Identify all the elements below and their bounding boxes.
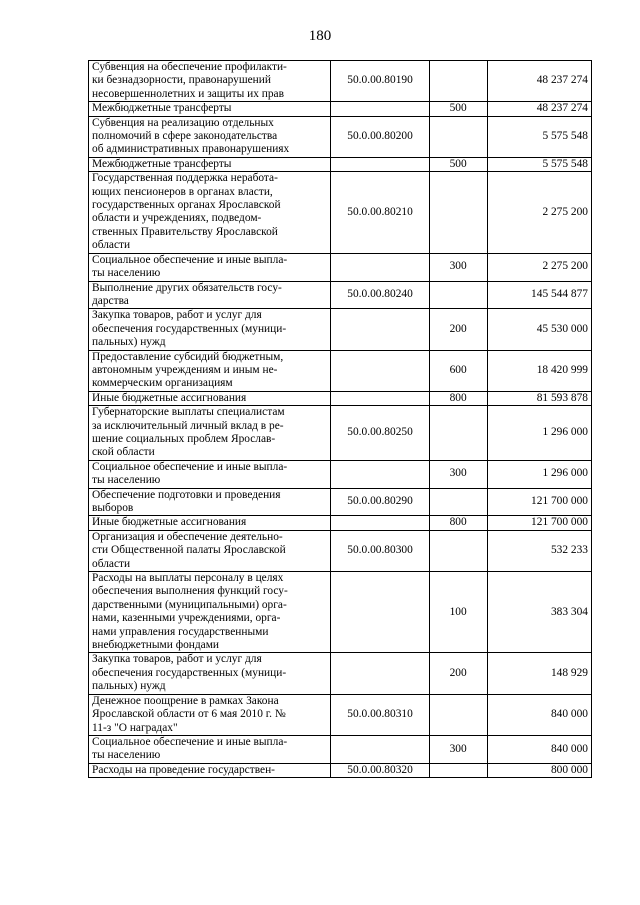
expense-name-line: Обеспечение подготовки и проведения [92, 488, 281, 501]
expense-type-cell: 300 [429, 460, 487, 488]
expense-name-line: ты населению [92, 749, 161, 762]
amount-cell: 2 275 200 [487, 253, 591, 281]
amount-cell: 18 420 999 [487, 350, 591, 391]
expense-name-line: области [92, 557, 131, 570]
expense-name-cell [89, 102, 331, 116]
expense-name-cell [89, 172, 331, 253]
expense-name-cell [89, 516, 331, 530]
expense-name-line: Субвенция на реализацию отдельных [92, 116, 274, 129]
table-row [89, 309, 592, 350]
amount-cell: 48 237 274 [487, 61, 591, 102]
expense-type-cell [429, 172, 487, 253]
expense-type-cell: 300 [429, 253, 487, 281]
expense-name-line: Закупка товаров, работ и услуг для [92, 309, 262, 322]
expense-type-cell: 200 [429, 309, 487, 350]
expense-name-line: обеспечения государственных (муници- [92, 666, 287, 679]
expense-name-line: Расходы на проведение государствен- [92, 763, 275, 776]
table-row [89, 116, 592, 157]
table-row [89, 157, 592, 171]
amount-cell: 5 575 548 [487, 157, 591, 171]
expense-name-cell [89, 281, 331, 309]
table-row [89, 763, 592, 777]
expense-type-cell: 800 [429, 516, 487, 530]
expense-name-line: области [92, 239, 131, 252]
expense-name-line: Иные бюджетные ассигнования [92, 516, 247, 529]
target-code-cell: 50.0.00.80310 [331, 694, 429, 735]
expense-name-cell [89, 157, 331, 171]
expense-name-line: нами управления государственными [92, 625, 269, 638]
target-code-cell [331, 460, 429, 488]
table-row [89, 460, 592, 488]
expense-name-line: Социальное обеспечение и иные выпла- [92, 460, 288, 473]
target-code-cell [331, 309, 429, 350]
page-number: 180 [308, 28, 332, 44]
expense-name-line: дарства [92, 294, 129, 307]
expense-name-line: ты населению [92, 267, 161, 280]
table-row [89, 406, 592, 461]
expense-type-cell: 800 [429, 391, 487, 405]
expense-name-line: автономным учреждениям и иным не- [92, 363, 278, 376]
expense-name-line: Расходы на выплаты персоналу в целях [92, 572, 284, 585]
expense-name-line: Организация и обеспечение деятельно- [92, 530, 283, 543]
amount-cell: 1 296 000 [487, 460, 591, 488]
expense-name-cell [89, 530, 331, 571]
target-code-cell [331, 253, 429, 281]
expense-name-line: Денежное поощрение в рамках Закона [92, 694, 279, 707]
target-code-cell [331, 516, 429, 530]
target-code-cell: 50.0.00.80240 [331, 281, 429, 309]
expense-name-cell [89, 653, 331, 694]
expense-name-line: пальных) нужд [92, 680, 166, 693]
expense-name-line: несовершеннолетних и защиты их прав [92, 87, 284, 100]
expense-type-cell [429, 530, 487, 571]
expense-name-line: обеспечения выполнения функций госу- [92, 585, 288, 598]
expense-name-line: внебюджетными фондами [92, 639, 220, 652]
table-row [89, 530, 592, 571]
amount-cell: 145 544 877 [487, 281, 591, 309]
expense-name-line: пальных) нужд [92, 336, 166, 349]
expense-name-line: Межбюджетные трансферты [92, 102, 232, 115]
expense-type-cell: 200 [429, 653, 487, 694]
target-code-cell: 50.0.00.80200 [331, 116, 429, 157]
expense-name-line: нами, казенными учреждениями, орга- [92, 612, 281, 625]
expense-name-line: сти Общественной палаты Ярославской [92, 544, 286, 557]
expense-name-line: Закупка товаров, работ и услуг для [92, 653, 262, 666]
expense-name-cell [89, 116, 331, 157]
amount-cell: 48 237 274 [487, 102, 591, 116]
target-code-cell: 50.0.00.80320 [331, 763, 429, 777]
expense-name-cell [89, 572, 331, 653]
expense-name-cell [89, 763, 331, 777]
expense-name-line: за исключительный личный вклад в ре- [92, 419, 284, 432]
amount-cell: 383 304 [487, 572, 591, 653]
expense-name-line: Социальное обеспечение и иные выпла- [92, 253, 288, 266]
amount-cell: 800 000 [487, 763, 591, 777]
expense-name-line: ской области [92, 446, 155, 459]
expense-name-cell [89, 350, 331, 391]
table-row [89, 281, 592, 309]
target-code-cell [331, 102, 429, 116]
expense-name-cell [89, 61, 331, 102]
expense-name-line: Субвенция на обеспечение профилакти- [92, 61, 287, 73]
expense-name-line: ты населению [92, 474, 161, 487]
table-row [89, 391, 592, 405]
table-row [89, 516, 592, 530]
target-code-cell: 50.0.00.80190 [331, 61, 429, 102]
expense-name-line: выборов [92, 502, 134, 514]
expense-type-cell [429, 763, 487, 777]
expense-name-line: Предоставление субсидий бюджетным, [92, 350, 284, 363]
expense-name-line: ющих пенсионеров в органах власти, [92, 185, 273, 198]
expense-name-line: Межбюджетные трансферты [92, 157, 232, 170]
expense-name-line: Ярославской области от 6 мая 2010 г. № [92, 708, 286, 721]
amount-cell: 45 530 000 [487, 309, 591, 350]
table-row [89, 488, 592, 516]
amount-cell: 121 700 000 [487, 516, 591, 530]
expense-name-cell [89, 406, 331, 461]
amount-cell: 81 593 878 [487, 391, 591, 405]
expense-name-line: Государственная поддержка неработа- [92, 172, 278, 185]
table-row [89, 653, 592, 694]
table-row [89, 572, 592, 653]
expense-name-cell [89, 735, 331, 763]
table-row [89, 61, 592, 102]
expense-name-line: Выполнение других обязательств госу- [92, 281, 282, 294]
expense-name-line: 11-з "О наградах" [92, 721, 178, 734]
expense-type-cell [429, 61, 487, 102]
expense-name-cell [89, 309, 331, 350]
expense-name-cell [89, 694, 331, 735]
expense-type-cell: 100 [429, 572, 487, 653]
expense-type-cell: 500 [429, 157, 487, 171]
expense-name-line: обеспечения государственных (муници- [92, 322, 287, 335]
expense-name-cell [89, 460, 331, 488]
expense-name-line: об административных правонарушениях [92, 143, 290, 156]
target-code-cell [331, 653, 429, 694]
table-row [89, 735, 592, 763]
amount-cell: 1 296 000 [487, 406, 591, 461]
expense-name-line: полномочий в сфере законодательства [92, 130, 278, 143]
expense-type-cell: 300 [429, 735, 487, 763]
amount-cell: 5 575 548 [487, 116, 591, 157]
expense-name-line: дарственными (муниципальными) орга- [92, 598, 287, 611]
expense-type-cell [429, 116, 487, 157]
target-code-cell: 50.0.00.80300 [331, 530, 429, 571]
expense-type-cell [429, 694, 487, 735]
amount-cell: 840 000 [487, 735, 591, 763]
budget-table-body [89, 61, 592, 778]
expense-type-cell [429, 488, 487, 516]
table-row [89, 172, 592, 253]
target-code-cell: 50.0.00.80250 [331, 406, 429, 461]
expense-name-line: ки безнадзорности, правонарушений [92, 74, 271, 87]
amount-cell: 148 929 [487, 653, 591, 694]
expense-type-cell: 500 [429, 102, 487, 116]
table-row [89, 694, 592, 735]
amount-cell: 840 000 [487, 694, 591, 735]
expense-name-line: области и учреждениях, подведом- [92, 212, 262, 225]
expense-name-line: ственных Правительству Ярославской [92, 225, 278, 238]
expense-name-cell [89, 253, 331, 281]
expense-name-line: Социальное обеспечение и иные выпла- [92, 735, 288, 748]
amount-cell: 532 233 [487, 530, 591, 571]
expense-name-line: государственных органах Ярославской [92, 199, 281, 212]
expense-name-line: шение социальных проблем Ярослав- [92, 432, 276, 445]
target-code-cell: 50.0.00.80290 [331, 488, 429, 516]
target-code-cell [331, 572, 429, 653]
expense-type-cell [429, 281, 487, 309]
expense-type-cell: 600 [429, 350, 487, 391]
expense-name-cell [89, 391, 331, 405]
expense-name-line: Губернаторские выплаты специалистам [92, 406, 285, 419]
expense-type-cell [429, 406, 487, 461]
table-row [89, 102, 592, 116]
target-code-cell [331, 391, 429, 405]
expense-name-cell [89, 488, 331, 516]
budget-table [88, 60, 592, 778]
amount-cell: 2 275 200 [487, 172, 591, 253]
target-code-cell [331, 735, 429, 763]
target-code-cell [331, 350, 429, 391]
expense-name-line: Иные бюджетные ассигнования [92, 391, 247, 404]
amount-cell: 121 700 000 [487, 488, 591, 516]
expense-name-line: коммерческим организациям [92, 377, 233, 390]
table-row [89, 350, 592, 391]
table-row [89, 253, 592, 281]
target-code-cell [331, 157, 429, 171]
target-code-cell: 50.0.00.80210 [331, 172, 429, 253]
